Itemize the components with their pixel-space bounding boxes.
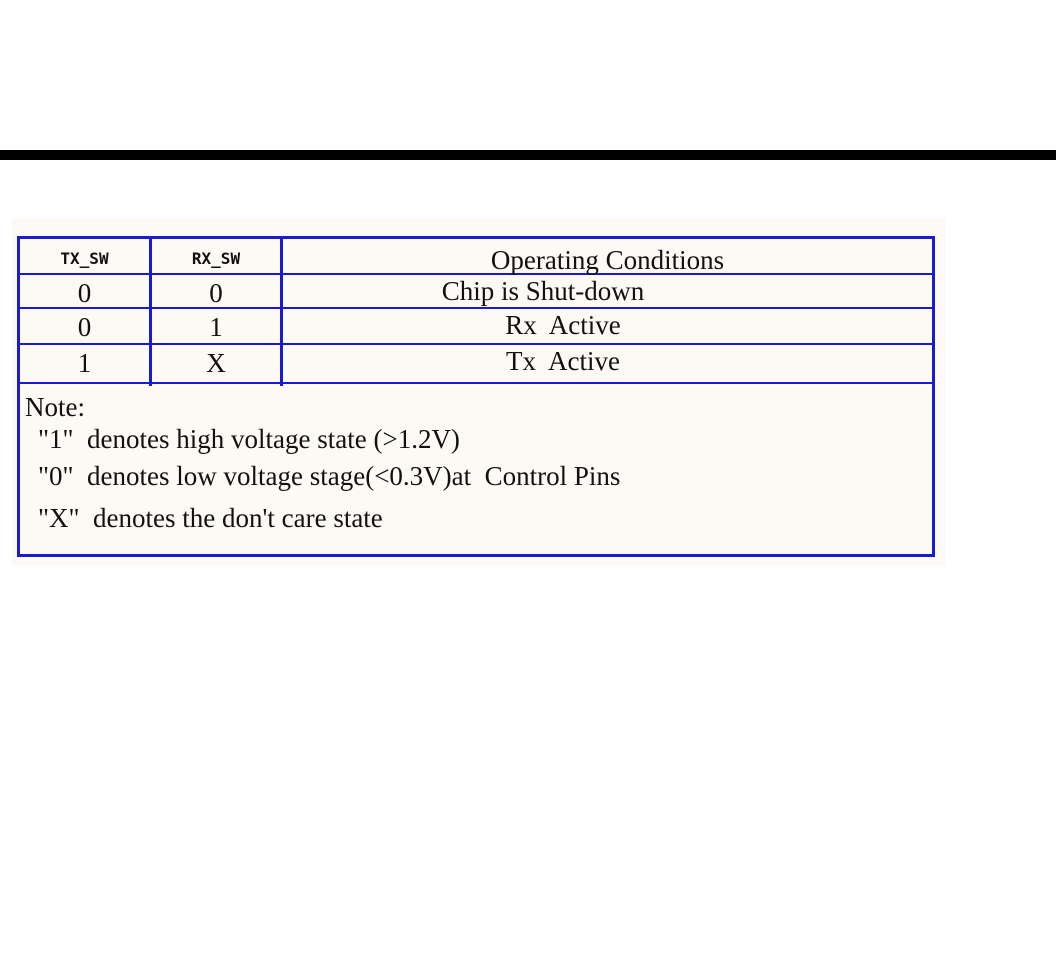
header-rx-sw: RX_SW: [191, 249, 241, 268]
row1-tx-value: 0: [77, 278, 92, 308]
top-divider-bar: [0, 150, 1056, 160]
note-title: Note:: [25, 392, 85, 422]
row3-condition: Tx Active: [506, 346, 620, 376]
row3-rx-value: X: [206, 348, 226, 378]
row2-condition: Rx Active: [505, 310, 621, 340]
note-line-dont-care: "X" denotes the don't care state: [38, 503, 383, 533]
header-operating-conditions: Operating Conditions: [490, 245, 725, 275]
row1-rx-value: 0: [209, 278, 223, 308]
row2-tx-value: 0: [77, 312, 92, 342]
control-truth-table: [17, 236, 935, 557]
header-tx-sw: TX_SW: [60, 249, 109, 268]
note-line-low-voltage: "0" denotes low voltage stage(<0.3V)at Control Pins: [38, 461, 621, 491]
row2-rx-value: 1: [209, 312, 223, 342]
row1-condition: Chip is Shut-down: [441, 276, 645, 306]
grid-line-h4: [20, 382, 932, 384]
note-line-high-voltage: "1" denotes high voltage state (>1.2V): [38, 424, 460, 454]
row3-tx-value: 1: [77, 348, 92, 378]
